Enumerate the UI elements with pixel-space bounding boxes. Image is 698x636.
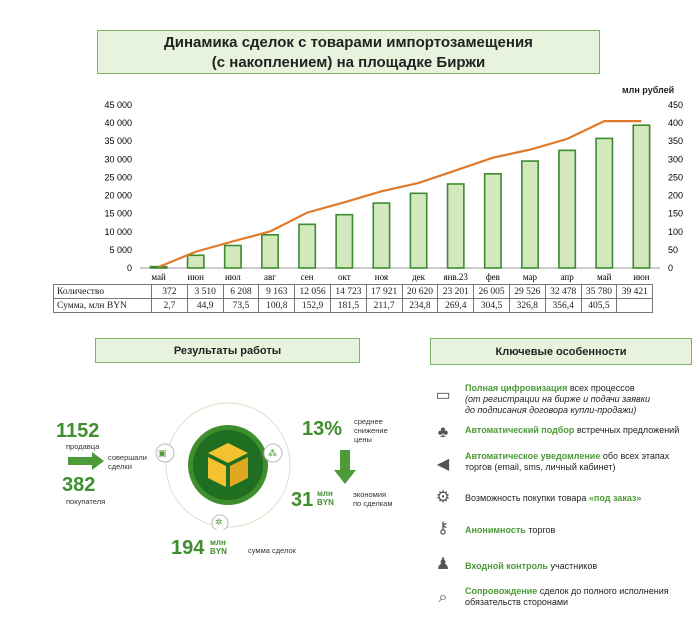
feature-digitalization [465,383,650,416]
sum-unit-2: BYN [210,547,227,556]
feature-control [465,561,597,572]
table-cell: 35 780 [581,285,617,299]
feature-digitalization-text: всех процессов [567,383,635,393]
sellers-count: 1152 [56,420,100,442]
table-cell: 2,7 [152,299,188,313]
table-row-sum [54,299,653,313]
arrow-right-icon [68,452,104,470]
table-cell: 17 921 [366,285,402,299]
bar [188,255,204,268]
chart-title [97,30,600,74]
feature-matching [465,425,679,436]
y-left-tick-label: 35 000 [104,136,132,147]
feature-notification-text-2: торгов (email, sms, личный кабинет) [465,462,616,472]
y-right-tick-label: 300 [668,154,684,165]
document-icon: ▣ [158,448,167,458]
feature-order-title: «под заказ» [588,493,642,503]
key-icon: ⚷ [437,520,449,537]
y-right-tick-label: 100 [668,226,684,237]
table-cell: 326,8 [509,299,545,313]
feature-matching-text: встречных предложений [574,425,680,435]
savings-unit-1: млн [317,489,333,498]
y-right-tick-label: 50 [668,244,679,255]
percent-label-3: цены [354,435,372,444]
feature-digitalization-note-1: (от регистрации на бирже и подачи заявки [465,394,651,404]
x-tick-label: дек [412,272,426,282]
y-right-tick-label: 150 [668,208,684,219]
table-cell: 73,5 [223,299,259,313]
feature-notification-text: обо всех этапах [600,451,670,461]
table-cell: 14 723 [330,285,366,299]
group-icon: ♟ [435,556,451,573]
row-label-sum: Сумма, млн BYN [54,299,152,313]
people-icon: ♣ [437,424,449,441]
feature-support-title: Сопровождение [465,586,538,596]
data-table [53,284,653,313]
bar [299,224,315,268]
feature-notification-title: Автоматическое уведомление [465,451,601,461]
bar [485,174,501,268]
feature-control-title: Входной контроль [465,561,548,571]
table-cell: 44,9 [187,299,223,313]
feature-control-text: участников [547,561,598,571]
buyers-count: 382 [62,474,96,496]
table-cell: 372 [152,285,188,299]
feature-matching-title: Автоматический подбор [465,425,575,435]
savings-label-1: экономия [353,490,387,499]
table-cell: 304,5 [474,299,510,313]
y-right-tick-label: 200 [668,190,684,201]
handshake-icon: ✲ [215,517,223,527]
table-cell: 405,5 [581,299,617,313]
feature-anonymity-title: Анонимность [465,525,526,535]
y-right-tick-label: 250 [668,172,684,183]
bar [373,203,389,268]
x-tick-label: июл [224,272,241,282]
feature-support-text: сделок до полного исполнения [537,586,669,596]
percent-label-2: снижение [354,426,388,435]
y-left-tick-label: 30 000 [104,154,132,165]
table-cell [617,299,653,313]
deals-label-2: сделки [108,462,132,471]
feature-digitalization-note-2: до подписания договора купли-продажи) [465,405,637,415]
y-left-tick-label: 10 000 [104,226,132,237]
feature-anonymity [465,525,555,536]
y-left-tick-label: 45 000 [104,100,132,110]
savings-value: 31 [291,489,314,511]
feature-order [465,493,641,504]
x-tick-label: фев [485,272,500,282]
deals-label-1: совершали [108,453,148,462]
table-cell: 234,8 [402,299,438,313]
table-cell: 152,9 [295,299,331,313]
bar [336,215,352,268]
exchange-logo-group [148,395,308,530]
x-tick-label: ноя [374,272,389,282]
x-tick-label: авг [264,272,276,282]
sellers-label: продавца [66,442,100,451]
row-label-quantity: Количество [54,285,152,299]
chart-title-line2: (с накоплением) на площадке Биржи [211,54,486,71]
sum-label: сумма сделок [248,546,296,555]
right-axis-unit: млн рублей [622,85,675,95]
table-row-quantity [54,285,653,299]
y-right-tick-label: 0 [668,263,674,273]
deals-chart [0,90,698,285]
bar [633,125,649,268]
y-left-tick-label: 15 000 [104,208,132,219]
bar [410,193,426,268]
x-tick-label: янв.23 [443,272,468,282]
x-tick-label: май [597,272,612,282]
table-cell: 12 056 [295,285,331,299]
feature-notification [465,451,669,473]
feature-order-text: Возможность покупки товара [465,493,589,503]
y-right-tick-label: 350 [668,136,684,147]
table-cell: 100,8 [259,299,295,313]
y-left-tick-label: 40 000 [104,118,132,129]
table-cell: 181,5 [330,299,366,313]
speaker-icon: ◀ [436,456,450,473]
y-left-tick-label: 0 [126,263,132,273]
sum-value: 194 [171,537,205,559]
arrow-down-icon [334,450,356,484]
table-cell: 269,4 [438,299,474,313]
results-header: Результаты работы [95,338,360,363]
x-tick-label: мар [522,272,538,282]
y-right-tick-label: 450 [668,100,684,110]
bar [262,235,278,268]
x-tick-label: апр [560,272,574,282]
percent-value: 13% [302,418,343,440]
x-tick-label: июн [633,272,650,282]
table-cell: 23 201 [438,285,474,299]
y-left-tick-label: 5 000 [109,244,132,255]
y-left-tick-label: 20 000 [104,190,132,201]
feature-digitalization-title: Полная цифровизация [465,383,568,393]
table-cell: 356,4 [545,299,581,313]
laptop-icon: ▭ [435,387,451,404]
y-left-tick-label: 25 000 [104,172,132,183]
buyers-label: покупателя [66,497,106,506]
sum-unit-1: млн [210,538,226,547]
table-cell: 9 163 [259,285,295,299]
table-cell: 29 526 [509,285,545,299]
x-tick-label: июн [187,272,204,282]
network-icon: ⁂ [268,448,277,458]
feature-support [465,586,669,608]
magnifier-icon: ⌕ [438,589,448,606]
bar [522,161,538,268]
bar [559,150,575,268]
x-tick-label: окт [337,272,351,282]
y-right-tick-label: 400 [668,118,684,129]
table-cell: 3 510 [187,285,223,299]
table-cell: 6 208 [223,285,259,299]
bar [225,246,241,268]
savings-unit-2: BYN [317,498,334,507]
table-cell: 39 421 [617,285,653,299]
percent-label-1: среднее [354,417,383,426]
features-header: Ключевые особенности [430,338,692,365]
feature-support-text-2: обязательств сторонами [465,597,569,607]
table-cell: 26 005 [474,285,510,299]
x-tick-label: сен [300,272,314,282]
bar [448,184,464,268]
x-tick-label: май [151,272,166,282]
table-cell: 32 478 [545,285,581,299]
table-cell: 20 620 [402,285,438,299]
bar [596,138,612,268]
chart-title-line1: Динамика сделок с товарами импортозамещения [164,34,533,51]
savings-label-2: по сделкам [353,499,393,508]
feature-anonymity-text: торгов [525,525,556,535]
table-cell: 211,7 [366,299,402,313]
gear-icon: ⚙ [435,489,451,506]
